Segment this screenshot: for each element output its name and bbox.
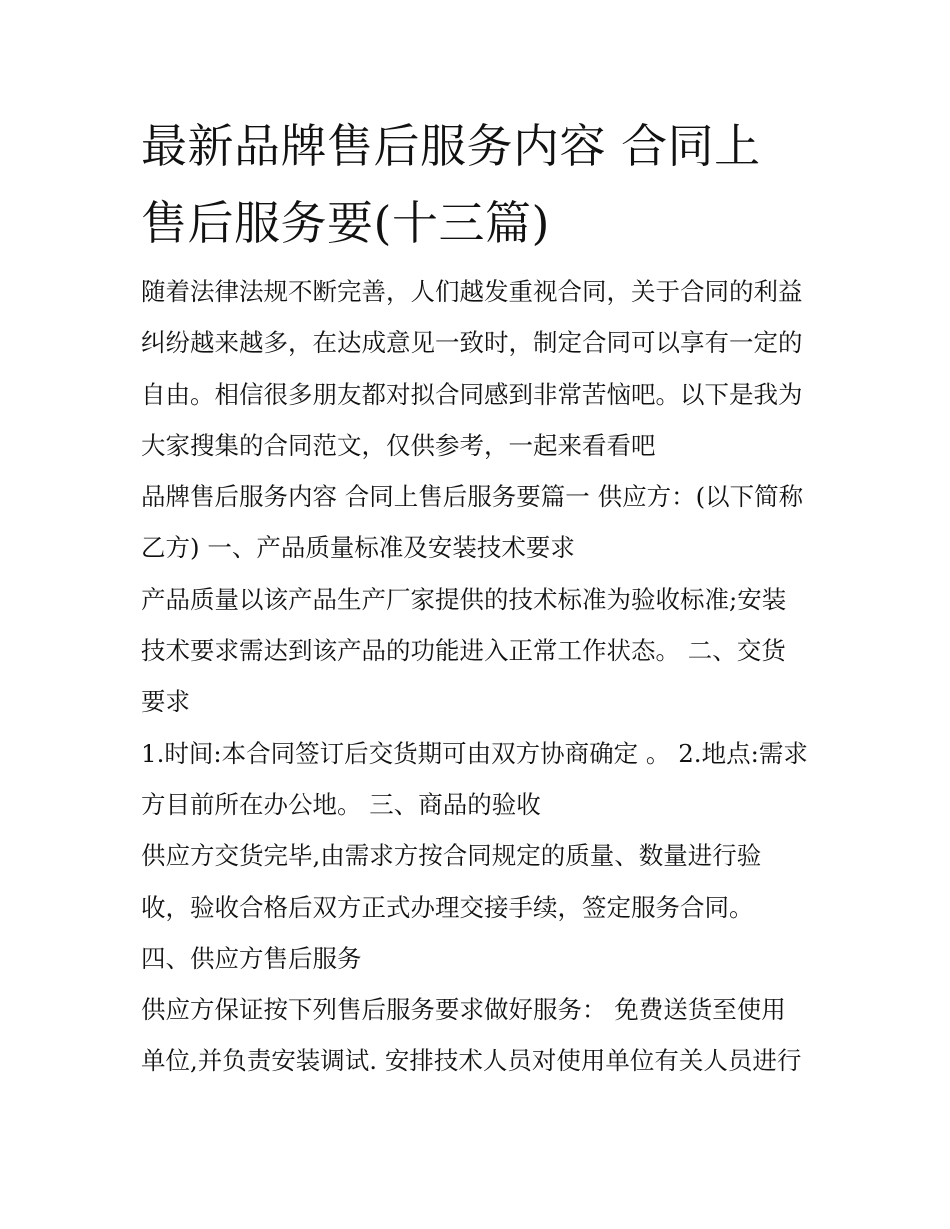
paragraph-intro: 随着法律法规不断完善，人们越发重视合同，关于合同的利益 纠纷越来越多，在达成意见一致时，制定合同可以享有一定的 自由。相信很多朋友都对拟合同感到非常苦恼吧。以下是我为 大家搜集的合同范文，仅供参考，一起来看看吧 — [141, 277, 803, 460]
document-title: 最新品牌售后服务内容 合同上 售后服务要(十三篇) — [141, 119, 761, 250]
paragraph-acceptance: 供应方交货完毕,由需求方按合同规定的质量、数量进行验 收，验收合格后双方正式办理交接手续，签定服务合同。 — [141, 841, 762, 922]
paragraph-delivery: 1.时间:本合同签订后交货期可由双方协商确定 。 2.地点:需求 方目前所在办公地。 三、商品的验收 — [141, 738, 808, 819]
paragraph-supplier: 品牌售后服务内容 合同上售后服务要篇一 供应方：(以下简称 乙方) 一、产品质量标准及安装技术要求 — [141, 482, 804, 563]
paragraph-after-sales: 供应方保证按下列售后服务要求做好服务： 免费送货至使用 单位,并负责安装调试. 安排技术人员对使用单位有关人员进行 — [141, 995, 802, 1076]
section-heading-after-sales: 四、供应方售后服务 — [141, 943, 362, 973]
paragraph-quality: 产品质量以该产品生产厂家提供的技术标准为验收标准;安装 技术要求需达到该产品的功能进入正常工作状态。 二、交货 要求 — [141, 584, 787, 717]
